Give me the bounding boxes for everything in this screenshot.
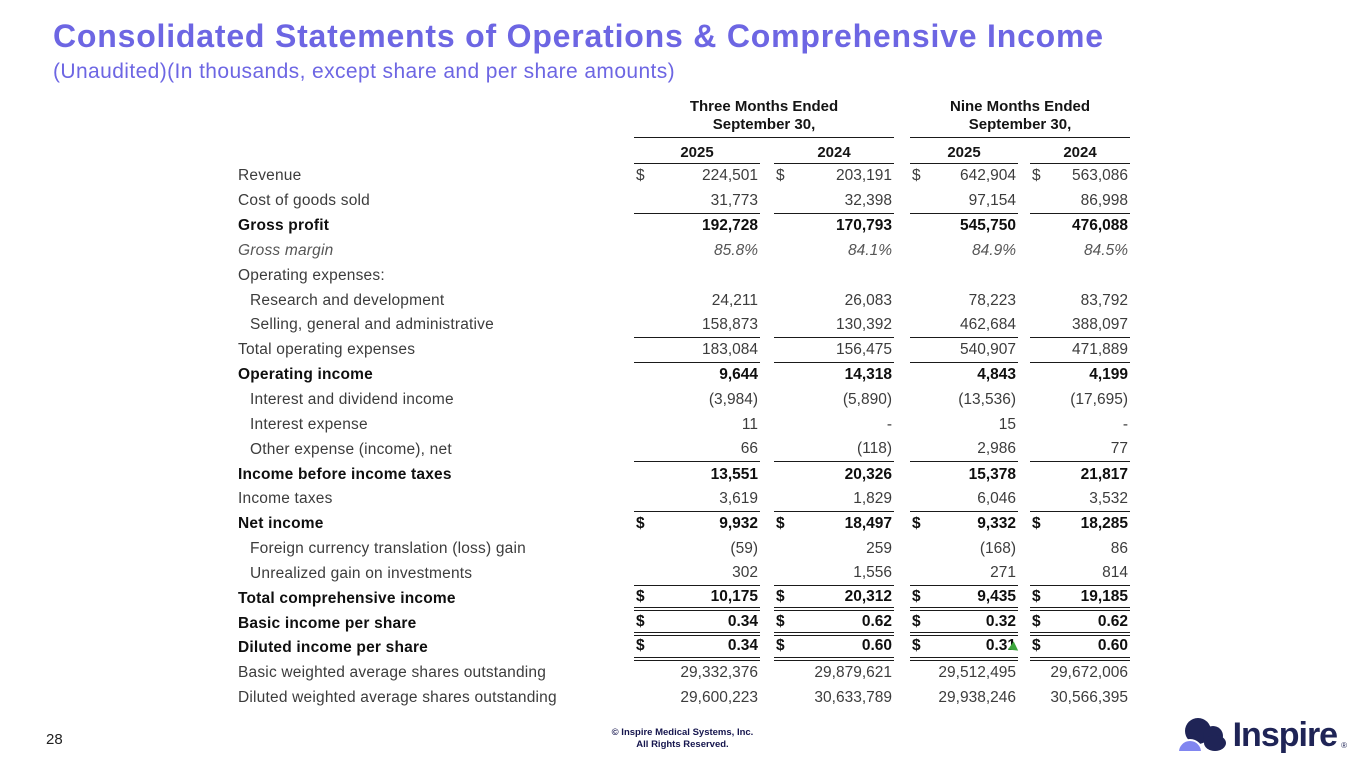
cell-nine-months-2024 [1030, 512, 1130, 537]
table-row [238, 412, 1130, 437]
row-label: Basic income per share [238, 614, 417, 632]
row-label: Income taxes [238, 490, 333, 508]
page-subtitle: (Unaudited)(In thousands, except share and per share amounts) [53, 60, 676, 83]
copyright-line1: © Inspire Medical Systems, Inc. [611, 727, 754, 738]
year-header: 2024 [1030, 144, 1130, 164]
cell-nine-months-2025 [910, 363, 1018, 388]
row-label: Net income [238, 515, 324, 533]
row-label: Gross profit [238, 217, 330, 235]
cell-value: (13,536) [958, 391, 1016, 409]
cell-three-months-2025 [634, 636, 760, 661]
table-row [238, 263, 1130, 288]
table-row [238, 214, 1130, 239]
dollar-sign: $ [912, 167, 921, 185]
cell-nine-months-2024 [1030, 288, 1130, 313]
dollar-sign: $ [776, 515, 785, 533]
table-row [238, 462, 1130, 487]
cell-nine-months-2025 [910, 189, 1018, 214]
table-row [238, 239, 1130, 264]
table-row [238, 487, 1130, 512]
table-row [238, 338, 1130, 363]
cell-value: 77 [1110, 440, 1128, 458]
cell-value: 18,497 [844, 515, 892, 533]
row-label: Research and development [250, 291, 445, 309]
cell-nine-months-2025 [910, 263, 1018, 288]
year-header: 2025 [634, 144, 760, 164]
cell-nine-months-2025 [910, 636, 1018, 661]
cell-value: 9,932 [719, 515, 758, 533]
cell-value: 3,532 [1089, 489, 1128, 507]
dollar-sign: $ [912, 637, 921, 655]
dollar-sign: $ [1032, 612, 1041, 630]
row-label: Diluted weighted average shares outstanding [238, 689, 557, 707]
row-label: Interest expense [250, 415, 368, 433]
cell-nine-months-2024 [1030, 214, 1130, 239]
row-label: Interest and dividend income [250, 391, 454, 409]
cell-nine-months-2024 [1030, 412, 1130, 437]
row-label: Selling, general and administrative [250, 316, 494, 334]
row-label: Operating expenses: [238, 266, 385, 284]
cell-three-months-2025 [634, 313, 760, 338]
dollar-sign: $ [776, 167, 785, 185]
dollar-sign: $ [912, 612, 921, 630]
cell-three-months-2025 [634, 512, 760, 537]
cell-value: 19,185 [1080, 587, 1128, 605]
cell-nine-months-2024 [1030, 263, 1130, 288]
cell-value: 1,556 [853, 564, 892, 582]
cell-nine-months-2024 [1030, 388, 1130, 413]
table-row [238, 388, 1130, 413]
cell-value: 86 [1110, 540, 1128, 558]
cell-nine-months-2025 [910, 437, 1018, 462]
row-label: Gross margin [238, 241, 334, 259]
cell-value: 6,046 [977, 489, 1016, 507]
cell-three-months-2024 [774, 586, 894, 611]
cell-three-months-2024 [774, 611, 894, 636]
table-row [238, 313, 1130, 338]
cell-nine-months-2025 [910, 487, 1018, 512]
cell-nine-months-2025 [910, 512, 1018, 537]
cell-nine-months-2025 [910, 586, 1018, 611]
inspire-logo-mark-icon [1175, 714, 1229, 756]
cell-value: (5,890) [842, 391, 892, 409]
dollar-sign: $ [776, 612, 785, 630]
cell-value: 156,475 [835, 340, 892, 358]
cell-value: 15 [998, 415, 1016, 433]
table-row [238, 661, 1130, 686]
cell-value: 130,392 [835, 315, 892, 333]
cell-value: 20,312 [844, 587, 892, 605]
cell-value: - [1122, 415, 1128, 433]
cell-nine-months-2025 [910, 214, 1018, 239]
cell-three-months-2024 [774, 164, 894, 189]
cell-three-months-2025 [634, 586, 760, 611]
row-label: Foreign currency translation (loss) gain [250, 540, 526, 558]
copyright-notice [503, 727, 863, 751]
table-row [238, 611, 1130, 636]
dollar-sign: $ [776, 637, 785, 655]
cell-value: 26,083 [844, 291, 892, 309]
label-column-spacer [238, 94, 634, 138]
financial-table [238, 94, 1130, 711]
cell-three-months-2024 [774, 562, 894, 587]
cell-value: 9,332 [977, 515, 1016, 533]
cell-value: 29,512,495 [938, 664, 1016, 682]
cell-three-months-2024 [774, 388, 894, 413]
cell-value: 540,907 [959, 340, 1016, 358]
cell-three-months-2024 [774, 363, 894, 388]
cell-value: 183,084 [701, 340, 758, 358]
cell-value: 84.1% [848, 241, 892, 259]
col-group-line1: Three Months Ended [689, 98, 839, 115]
cell-value: 85.8% [714, 241, 758, 259]
cell-value: 0.34 [727, 612, 758, 630]
cell-value: 84.9% [972, 241, 1016, 259]
cell-value: 18,285 [1080, 515, 1128, 533]
cell-three-months-2025 [634, 661, 760, 686]
dollar-sign: $ [636, 515, 645, 533]
cell-value: 0.62 [1097, 612, 1128, 630]
cell-nine-months-2024 [1030, 164, 1130, 189]
row-label: Basic weighted average shares outstanding [238, 664, 547, 682]
cell-value: 86,998 [1080, 191, 1128, 209]
cell-value: 476,088 [1071, 217, 1128, 235]
cell-three-months-2024 [774, 189, 894, 214]
dollar-sign: $ [636, 167, 645, 185]
cell-nine-months-2024 [1030, 562, 1130, 587]
cell-value: 224,501 [701, 167, 758, 185]
cell-value: 563,086 [1071, 167, 1128, 185]
table-row [238, 686, 1130, 711]
cell-value: - [886, 415, 892, 433]
cell-three-months-2024 [774, 462, 894, 487]
cell-three-months-2025 [634, 239, 760, 264]
year-header: 2025 [910, 144, 1018, 164]
cell-value: 462,684 [959, 315, 1016, 333]
group-spacer [894, 94, 910, 138]
cell-three-months-2025 [634, 288, 760, 313]
cell-nine-months-2024 [1030, 239, 1130, 264]
cell-value: 29,879,621 [814, 664, 892, 682]
cell-value: 29,332,376 [680, 664, 758, 682]
table-row [238, 189, 1130, 214]
row-label: Income before income taxes [238, 465, 452, 483]
cell-value: 2,986 [977, 440, 1016, 458]
cell-value: 192,728 [701, 217, 758, 235]
cell-three-months-2025 [634, 388, 760, 413]
row-label: Diluted income per share [238, 639, 428, 657]
cell-value: 158,873 [701, 315, 758, 333]
cell-value: (59) [730, 540, 758, 558]
cell-nine-months-2024 [1030, 636, 1130, 661]
cell-three-months-2024 [774, 512, 894, 537]
cell-value: (118) [856, 440, 892, 458]
cell-nine-months-2025 [910, 537, 1018, 562]
col-group-three-months [634, 94, 894, 138]
table-group-header-row [238, 94, 1130, 138]
dollar-sign: $ [912, 587, 921, 605]
cell-three-months-2024 [774, 338, 894, 363]
table-year-header-row [238, 138, 1130, 164]
cell-value: 302 [732, 564, 758, 582]
cell-three-months-2024 [774, 313, 894, 338]
cell-three-months-2024 [774, 487, 894, 512]
table-row [238, 512, 1130, 537]
cell-value: (3,984) [708, 391, 758, 409]
cell-three-months-2024 [774, 636, 894, 661]
cell-nine-months-2025 [910, 313, 1018, 338]
cell-value: 814 [1102, 564, 1128, 582]
cell-nine-months-2024 [1030, 661, 1130, 686]
cell-value: 9,435 [977, 587, 1016, 605]
cell-three-months-2025 [634, 164, 760, 189]
cell-nine-months-2024 [1030, 313, 1130, 338]
cell-value: 13,551 [710, 465, 758, 483]
cell-value: 31,773 [710, 191, 758, 209]
cell-nine-months-2025 [910, 388, 1018, 413]
cell-three-months-2024 [774, 686, 894, 711]
cell-three-months-2025 [634, 263, 760, 288]
cell-value: 0.31 [985, 637, 1016, 655]
dollar-sign: $ [1032, 515, 1041, 533]
cell-value: (168) [979, 540, 1016, 558]
inspire-wordmark: Inspire [1232, 715, 1338, 754]
cell-value: 0.60 [1097, 637, 1128, 655]
year-header: 2024 [774, 144, 894, 164]
cell-three-months-2025 [634, 214, 760, 239]
cell-three-months-2025 [634, 487, 760, 512]
col-group-line1: Nine Months Ended [950, 98, 1090, 115]
row-label: Total comprehensive income [238, 589, 456, 607]
cell-three-months-2025 [634, 562, 760, 587]
row-label: Total operating expenses [238, 341, 416, 359]
dollar-sign: $ [1032, 637, 1041, 655]
col-group-line2: September 30, [712, 116, 816, 133]
row-label: Cost of goods sold [238, 192, 370, 210]
cell-value: 0.62 [861, 612, 892, 630]
cell-value: 4,199 [1089, 366, 1128, 384]
dollar-sign: $ [636, 587, 645, 605]
dollar-sign: $ [1032, 587, 1041, 605]
cell-nine-months-2025 [910, 686, 1018, 711]
cell-value: 32,398 [844, 191, 892, 209]
cell-nine-months-2025 [910, 338, 1018, 363]
cell-value: 0.32 [985, 612, 1016, 630]
cell-value: 15,378 [968, 465, 1016, 483]
row-label: Operating income [238, 366, 373, 384]
cell-nine-months-2024 [1030, 338, 1130, 363]
page-number: 28 [46, 731, 63, 748]
cell-three-months-2025 [634, 338, 760, 363]
page-title: Consolidated Statements of Operations & Comprehensive Income [53, 18, 1104, 54]
cell-nine-months-2024 [1030, 586, 1130, 611]
dollar-sign: $ [1032, 167, 1041, 185]
table-body [238, 164, 1130, 711]
table-row [238, 164, 1130, 189]
dollar-sign: $ [912, 515, 921, 533]
cell-value: 83,792 [1080, 291, 1128, 309]
cell-nine-months-2025 [910, 611, 1018, 636]
cell-value: 29,938,246 [938, 689, 1016, 707]
cell-three-months-2024 [774, 214, 894, 239]
col-group-line2: September 30, [968, 116, 1072, 133]
table-row [238, 636, 1130, 661]
cell-three-months-2024 [774, 263, 894, 288]
cell-value: 10,175 [710, 587, 758, 605]
dollar-sign: $ [776, 587, 785, 605]
cell-three-months-2024 [774, 537, 894, 562]
cell-three-months-2025 [634, 412, 760, 437]
cell-nine-months-2025 [910, 164, 1018, 189]
cell-three-months-2025 [634, 189, 760, 214]
table-row [238, 363, 1130, 388]
cell-value: 0.34 [727, 637, 758, 655]
cell-value: 14,318 [844, 366, 892, 384]
cell-nine-months-2025 [910, 462, 1018, 487]
cell-three-months-2025 [634, 611, 760, 636]
cell-nine-months-2024 [1030, 686, 1130, 711]
cell-nine-months-2025 [910, 562, 1018, 587]
inspire-logo [1175, 714, 1347, 756]
cell-value: 4,843 [977, 366, 1016, 384]
cell-three-months-2024 [774, 661, 894, 686]
cell-nine-months-2024 [1030, 462, 1130, 487]
cell-nine-months-2024 [1030, 437, 1130, 462]
table-row [238, 562, 1130, 587]
cell-value: 11 [741, 415, 758, 433]
cell-value: 0.60 [861, 637, 892, 655]
cell-nine-months-2025 [910, 661, 1018, 686]
cell-value: 30,566,395 [1050, 689, 1128, 707]
cell-three-months-2025 [634, 537, 760, 562]
table-row [238, 288, 1130, 313]
cell-value: 29,672,006 [1050, 664, 1128, 682]
cell-value: 20,326 [844, 465, 892, 483]
cell-value: 545,750 [959, 217, 1016, 235]
cell-three-months-2025 [634, 437, 760, 462]
cell-value: 388,097 [1071, 315, 1128, 333]
table-row [238, 586, 1130, 611]
row-label: Unrealized gain on investments [250, 564, 473, 582]
cell-three-months-2025 [634, 686, 760, 711]
cell-nine-months-2024 [1030, 487, 1130, 512]
cell-value: 24,211 [711, 291, 758, 309]
dollar-sign: $ [636, 612, 645, 630]
cell-three-months-2025 [634, 462, 760, 487]
cell-value: 170,793 [835, 217, 892, 235]
cell-value: 3,619 [719, 489, 758, 507]
cell-three-months-2024 [774, 412, 894, 437]
copyright-line2: All Rights Reserved. [636, 739, 729, 750]
registered-trademark-icon: ® [1341, 741, 1347, 750]
cell-nine-months-2025 [910, 412, 1018, 437]
table-row [238, 437, 1130, 462]
cell-value: 78,223 [968, 291, 1016, 309]
cell-nine-months-2025 [910, 288, 1018, 313]
cell-value: 9,644 [719, 366, 758, 384]
cell-value: 642,904 [959, 167, 1016, 185]
cell-nine-months-2024 [1030, 611, 1130, 636]
cell-nine-months-2024 [1030, 189, 1130, 214]
cell-three-months-2024 [774, 288, 894, 313]
cell-value: 21,817 [1080, 465, 1128, 483]
cell-value: 471,889 [1071, 340, 1128, 358]
table-row [238, 537, 1130, 562]
cell-value: 97,154 [968, 191, 1016, 209]
cell-nine-months-2024 [1030, 537, 1130, 562]
cell-value: 66 [740, 440, 758, 458]
cell-nine-months-2025 [910, 239, 1018, 264]
cell-three-months-2025 [634, 363, 760, 388]
cell-nine-months-2024 [1030, 363, 1130, 388]
row-label: Other expense (income), net [250, 440, 452, 458]
cell-value: 203,191 [835, 167, 892, 185]
cell-three-months-2024 [774, 239, 894, 264]
cell-value: 29,600,223 [680, 689, 758, 707]
cell-value: 30,633,789 [814, 689, 892, 707]
cell-three-months-2024 [774, 437, 894, 462]
cell-value: (17,695) [1070, 391, 1128, 409]
cell-value: 84.5% [1084, 241, 1128, 259]
row-label: Revenue [238, 167, 302, 185]
dollar-sign: $ [636, 637, 645, 655]
col-group-nine-months [910, 94, 1130, 138]
cell-value: 271 [990, 564, 1016, 582]
cell-value: 1,829 [853, 489, 892, 507]
cell-value: 259 [866, 540, 892, 558]
